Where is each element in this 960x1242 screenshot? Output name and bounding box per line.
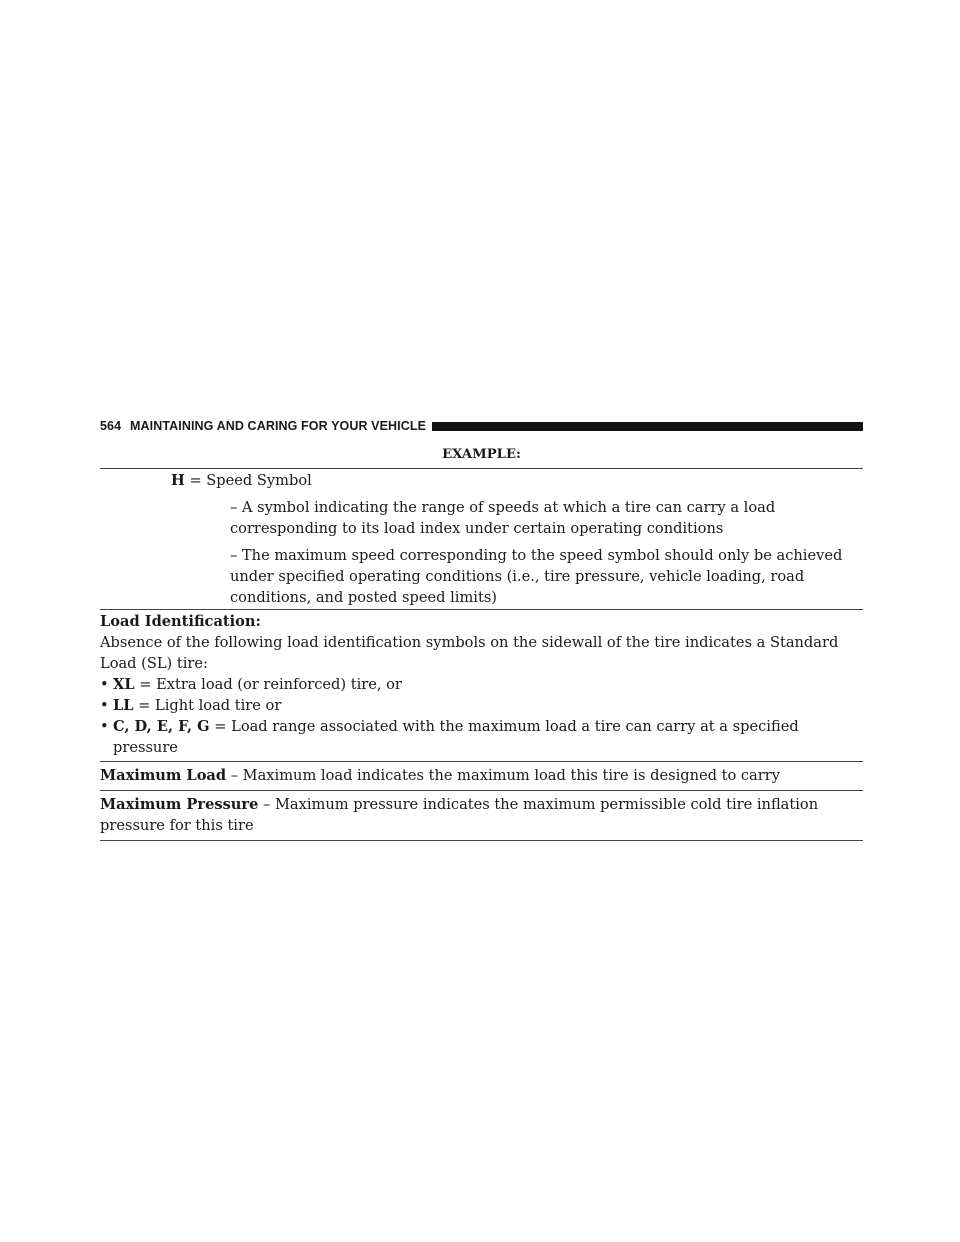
load-code: C, D, E, F, G bbox=[113, 718, 210, 735]
load-code-text: = Light load tire or bbox=[138, 697, 282, 714]
maximum-load-row bbox=[100, 762, 863, 791]
speed-symbol-label: = Speed Symbol bbox=[189, 472, 312, 489]
load-code: XL bbox=[113, 676, 135, 693]
speed-symbol-row bbox=[100, 469, 863, 610]
load-code-text: = Load range associated with the maximum load a tire can carry at a specified pressure bbox=[113, 718, 799, 756]
page-header bbox=[100, 418, 863, 434]
maximum-pressure-term: Maximum Pressure bbox=[100, 796, 259, 813]
list-item bbox=[100, 716, 863, 758]
load-code-text: = Extra load (or reinforced) tire, or bbox=[139, 676, 402, 693]
load-identification-description: Absence of the following load identification symbols on the sidewall of the tire indicates a Standard Load (SL) tire: bbox=[100, 634, 839, 672]
page-number: 564 bbox=[100, 419, 122, 433]
load-code: LL bbox=[113, 697, 134, 714]
table-caption: EXAMPLE: bbox=[100, 442, 863, 469]
load-identification-row bbox=[100, 610, 863, 762]
speed-symbol-code: H bbox=[171, 472, 185, 489]
load-identification-title: Load Identification: bbox=[100, 613, 261, 630]
maximum-load-text: – Maximum load indicates the maximum load this tire is designed to carry bbox=[226, 767, 780, 784]
speed-symbol-note: – A symbol indicating the range of speeds at which a tire can carry a load corresponding to its load index under certain operating conditions bbox=[230, 499, 776, 537]
tire-info-table bbox=[100, 442, 863, 841]
speed-symbol-note: – The maximum speed corresponding to the speed symbol should only be achieved under specified operating conditions (i.e., tire pressure, vehicle loading, road conditions, and posted speed limits) bbox=[230, 547, 843, 606]
list-item bbox=[100, 674, 863, 695]
header-rule bbox=[432, 422, 863, 431]
maximum-pressure-text: – Maximum pressure indicates the maximum permissible cold tire inflation pressure for this tire bbox=[100, 796, 819, 834]
speed-symbol-line bbox=[100, 470, 863, 491]
maximum-load-term: Maximum Load bbox=[100, 767, 227, 784]
maximum-pressure-row bbox=[100, 791, 863, 841]
section-title: MAINTAINING AND CARING FOR YOUR VEHICLE bbox=[130, 419, 427, 433]
list-item bbox=[100, 695, 863, 716]
